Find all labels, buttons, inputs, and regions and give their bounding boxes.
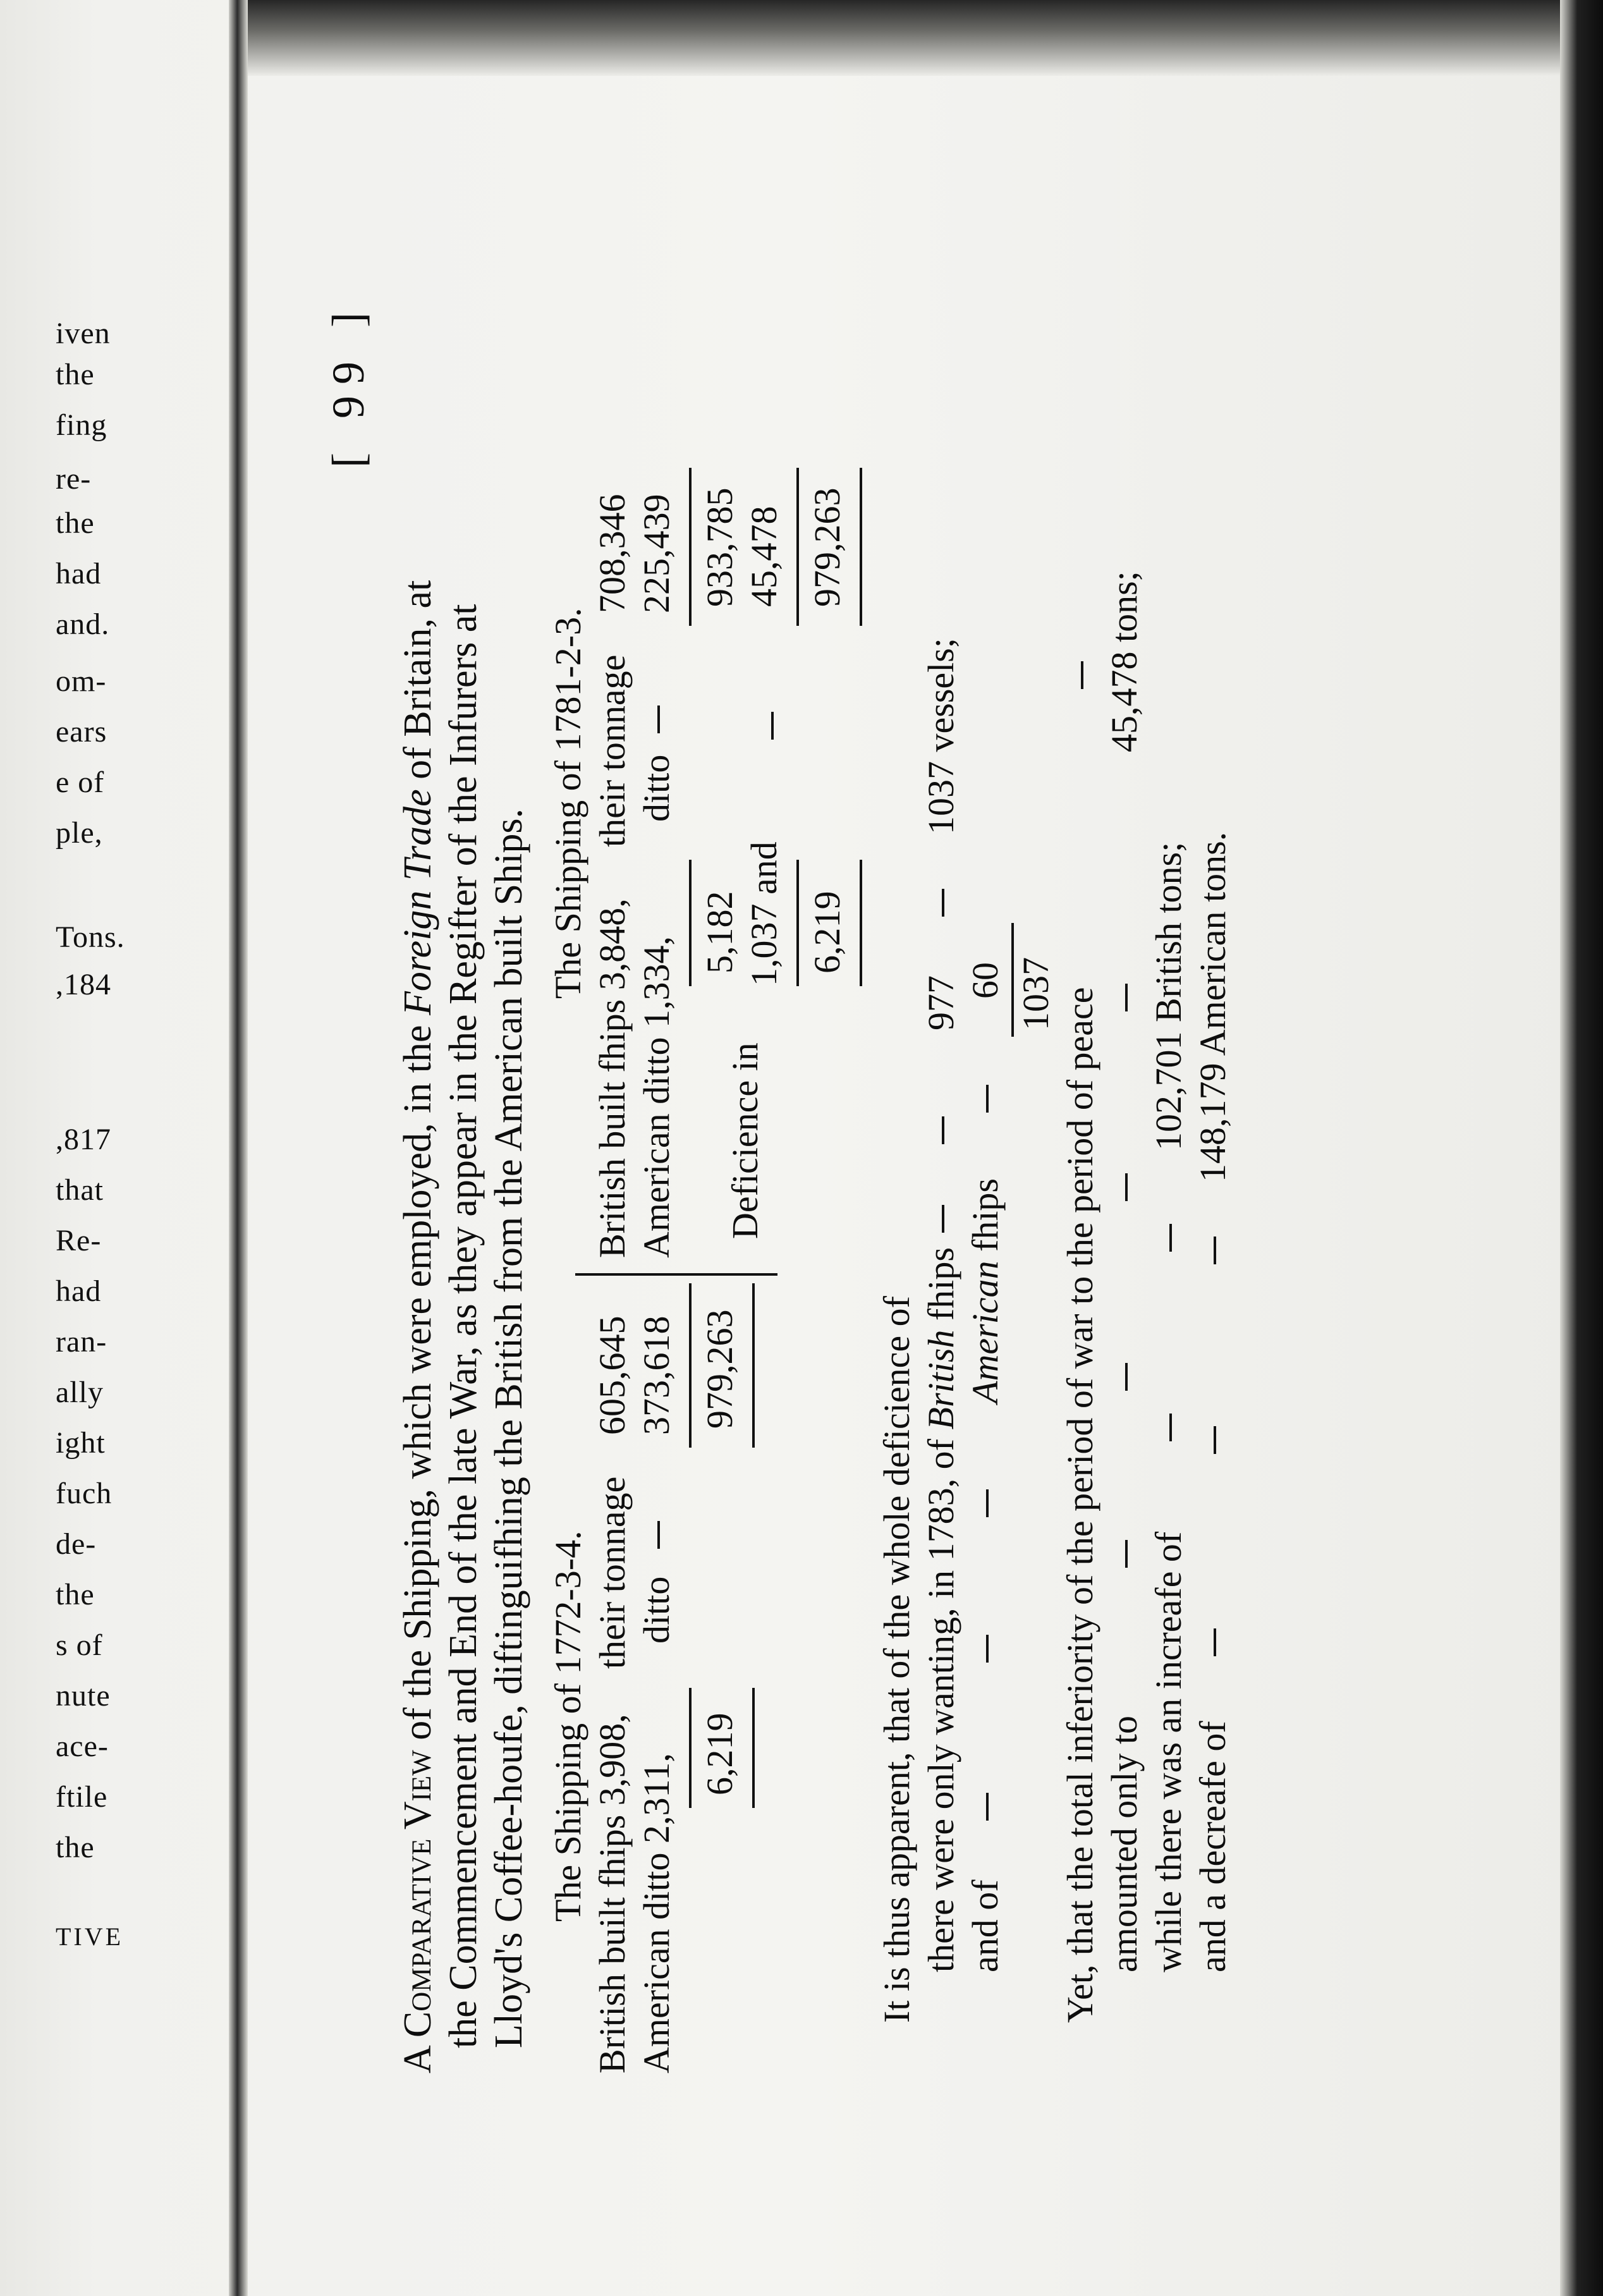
- previous-page-fragments: [0, 0, 228, 2296]
- right-total-ships: 6,219: [807, 891, 848, 974]
- right-row2-label: American ditto 1,334,: [636, 936, 677, 1258]
- fragment-line: ftile: [56, 1780, 108, 1814]
- para2-line1: Yet, that the total inferiority of the period of war to the period of peace: [1059, 987, 1100, 2023]
- right-total-tons: 979,263: [807, 487, 848, 607]
- para1-american: American: [965, 1261, 1006, 1403]
- dash-rule: [1169, 1224, 1172, 1252]
- fragment-line: the: [56, 1578, 95, 1611]
- fragment-line: ran-: [56, 1325, 107, 1359]
- column-divider: [575, 1273, 777, 1276]
- dash-rule: [1214, 1237, 1216, 1264]
- left-row1-unit: their tonnage: [592, 1476, 633, 1669]
- dash-rule: [1125, 1173, 1128, 1201]
- fragment-line: ears: [56, 715, 107, 748]
- dash-rule: [1125, 984, 1128, 1011]
- sum-rule: [752, 1688, 755, 1808]
- para1-ships: fhips: [920, 1247, 961, 1321]
- fragment-line: de-: [56, 1527, 97, 1561]
- right-row1-label: British built fhips 3,848,: [592, 898, 633, 1258]
- deficience-tons: 45,478: [743, 506, 784, 607]
- rotated-page-content: [272, 266, 1258, 2073]
- fragment-line: that: [56, 1173, 104, 1207]
- fragment-line: fuch: [56, 1477, 113, 1510]
- dash-rule: [942, 1116, 944, 1144]
- fragment-line: iven: [56, 317, 111, 350]
- fragment-line: and.: [56, 608, 110, 641]
- heading-prefix: A: [396, 2037, 439, 2073]
- right-sub-ships: 5,182: [699, 891, 740, 974]
- right-row1-unit: their tonnage: [592, 654, 633, 847]
- fragment-line: ,817: [56, 1123, 111, 1156]
- right-row1-value: 708,346: [592, 494, 633, 613]
- total-rule: [1011, 923, 1014, 1037]
- left-row1-value: 605,645: [592, 1316, 633, 1435]
- sum-rule: [689, 468, 692, 626]
- fragment-line: fing: [56, 408, 107, 442]
- fragment-line: re-: [56, 462, 92, 496]
- fragment-line: e of: [56, 766, 105, 799]
- dash-rule: [657, 1521, 660, 1549]
- left-sum-ships: 6,219: [699, 1713, 740, 1795]
- fragment-line: ally: [56, 1376, 104, 1409]
- sum-rule: [689, 860, 692, 986]
- total-rule: [860, 860, 862, 986]
- fragment-line: the: [56, 506, 95, 540]
- heading-line-3: Lloyd's Coffee-houfe, diftinguifhing the British from the American built Ships.: [487, 808, 530, 2048]
- para1-line3-label: [967, 1178, 1004, 1403]
- right-table-title: The Shipping of 1781-2-3.: [547, 608, 588, 999]
- fragment-line: Tons.: [56, 920, 125, 954]
- para2-line2: amounted only to: [1104, 1716, 1145, 1972]
- para1-text: there were only wanting, in 1783, of: [920, 1438, 961, 1972]
- fragment-line: ple,: [56, 816, 103, 850]
- fragment-line: s of: [56, 1628, 103, 1662]
- sum-rule: [689, 1688, 692, 1808]
- para1-total: 1037: [1015, 957, 1056, 1030]
- para1-line3: [967, 1879, 1004, 1972]
- fragment-line: the: [56, 1831, 95, 1864]
- heading-text-end: of Britain, at: [396, 580, 439, 790]
- total-rule: [860, 468, 862, 626]
- fragment-catchword: TIVE: [56, 1922, 124, 1951]
- dash-rule: [1081, 661, 1083, 689]
- deficience-label: Deficience in: [724, 1042, 765, 1239]
- fragment-line: ,184: [56, 968, 111, 1001]
- left-row2-value: 373,618: [636, 1316, 677, 1435]
- left-row1-label: British built fhips 3,908,: [592, 1714, 633, 2073]
- dash-rule: [942, 1205, 944, 1233]
- right-row2-unit: ditto: [636, 754, 677, 822]
- deficience-ships: 1,037 and: [743, 841, 784, 986]
- dash-rule: [986, 1793, 989, 1821]
- para1-ships: fhips: [965, 1178, 1006, 1252]
- book-gutter: [229, 0, 248, 2296]
- dash-rule: [986, 1635, 989, 1663]
- heading-line-2: the Commencement and End of the late War, as they appear in the Regifter of the Infurers at: [442, 604, 485, 2048]
- dash-rule: [942, 889, 944, 917]
- page-right-edge: [1560, 0, 1603, 2296]
- dash-rule: [1214, 1628, 1216, 1656]
- para1-line2: [920, 1247, 961, 1972]
- para1-line1: It is thus apparent, that of the whole deficience of: [876, 1296, 917, 2023]
- para1-text: and of: [965, 1879, 1006, 1972]
- dash-rule: [986, 1085, 989, 1113]
- dash-rule: [1214, 1426, 1216, 1454]
- heading-small-caps: Comparative View: [396, 1750, 439, 2038]
- dash-rule: [1125, 1540, 1128, 1568]
- left-row2-unit: ditto: [636, 1576, 677, 1644]
- fragment-line: om-: [56, 664, 107, 698]
- dash-rule: [986, 1489, 989, 1517]
- heading-foreign-trade: Foreign Trade: [396, 789, 439, 1016]
- page-number: [ 99 ]: [323, 301, 374, 468]
- para1-british-number: 977: [920, 975, 961, 1030]
- left-sum-tons: 979,263: [699, 1309, 740, 1429]
- para1-british: British: [920, 1329, 961, 1430]
- fragment-line: had: [56, 1274, 102, 1308]
- fragment-line: ight: [56, 1426, 106, 1460]
- right-row2-value: 225,439: [636, 494, 677, 613]
- total-rule: [796, 468, 799, 626]
- para1-total-vessels: 1037 vessels;: [920, 638, 961, 834]
- total-rule: [796, 860, 799, 986]
- dash-rule: [1125, 1363, 1128, 1391]
- para2-line3: while there was an increafe of: [1148, 1531, 1189, 1972]
- para2-british-tons: 102,701 British tons;: [1148, 841, 1189, 1151]
- sum-rule: [689, 1283, 692, 1448]
- dash-rule: [771, 712, 774, 740]
- page-top-shadow: [248, 0, 1563, 76]
- heading-text: of the Shipping, which were employed, in the: [396, 1015, 439, 1750]
- right-sub-tons: 933,785: [699, 487, 740, 607]
- para1-american-number: 60: [965, 962, 1006, 999]
- fragment-line: the: [56, 358, 95, 391]
- left-table-title: The Shipping of 1772-3-4.: [547, 1530, 588, 1922]
- dash-rule: [1169, 1414, 1172, 1441]
- para2-line4: and a decreafe of: [1192, 1721, 1233, 1972]
- para2-tons: 45,478 tons;: [1104, 571, 1145, 752]
- fragment-line: Re-: [56, 1224, 102, 1257]
- fragment-line: nute: [56, 1679, 111, 1713]
- dash-rule: [657, 705, 660, 733]
- heading-line-1: [398, 580, 437, 2073]
- fragment-line: had: [56, 557, 102, 590]
- para2-american-tons: 148,179 American tons.: [1192, 831, 1233, 1182]
- left-row2-label: American ditto 2,311,: [636, 1753, 677, 2073]
- sum-rule: [752, 1283, 755, 1448]
- fragment-line: ace-: [56, 1730, 109, 1763]
